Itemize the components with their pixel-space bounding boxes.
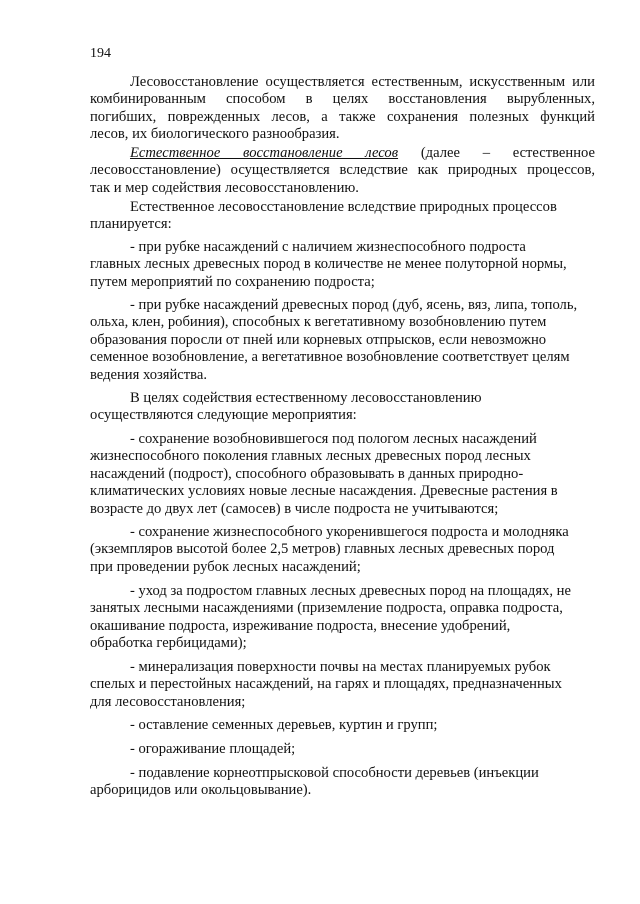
list-item-felling-undergrowth [90,239,595,291]
text-line [90,145,595,162]
text-line: спелых и перестойных насаждений, на гарях и площадях, предназначенных [90,676,562,693]
paragraph-reforestation-methods [90,74,595,144]
text-line: - огораживание площадей; [130,741,296,757]
text-line: (экземпляров высотой более 2,5 метров) главных лесных древесных пород [90,541,555,558]
text-line: Естественное лесовосстановление вследствие природных процессов [130,199,557,215]
text-line: ведения хозяйства. [90,366,207,383]
text-line: ольха, клен, робиния), способных к вегетативному возобновлению путем [90,314,547,331]
text-line: главных лесных древесных пород в количестве не менее полуторной нормы, [90,256,567,273]
list-item-undergrowth-care [90,583,595,653]
text-line: - сохранение жизнеспособного укоренившегося подроста и молодняка [130,524,569,540]
text-line: - при рубке насаждений древесных пород (дуб, ясень, вяз, липа, тополь, [130,297,578,313]
paragraph-assistance-measures [90,390,595,425]
text-line: арборицидов или окольцовывание). [90,782,312,799]
text-line: лесов, их биологического разнообразия. [90,126,340,143]
list-item-root-suppression [90,765,595,800]
text-line: - оставление семенных деревьев, куртин и групп; [130,717,438,733]
text-line: комбинированным способом в целях восстановления вырубленных, [90,91,595,108]
list-item-soil-mineralization [90,659,595,711]
defined-term: Естественное восстановление лесов [130,145,399,161]
list-item-fencing [90,741,595,758]
text-line: - подавление корнеотпрысковой способности деревьев (инъекции [130,765,539,781]
text-line: - при рубке насаждений с наличием жизнеспособного подроста [130,239,526,255]
text-line: при проведении рубок лесных насаждений; [90,558,361,575]
text-line: обработка гербицидами); [90,635,247,652]
text-line: образования поросли от пней или корневых отпрысков, если невозможно [90,331,547,348]
text-line: В целях содействия естественному лесовосстановлению [130,390,482,406]
text-line: окашивание подроста, изреживание подроста, внесение удобрений, [90,617,511,634]
list-item-seed-trees [90,717,595,734]
text-line: занятых лесными насаждениями (приземление подроста, оправка подроста, [90,600,563,617]
paragraph-natural-processes [90,199,595,234]
text-line: жизнеспособного поколения главных лесных древесных пород лесных [90,448,531,465]
text-line: - сохранение возобновившегося под пологом лесных насаждений [130,431,537,447]
list-item-vegetative-renewal [90,297,595,384]
list-item-preserve-undergrowth [90,431,595,518]
text-line: осуществляются следующие мероприятия: [90,407,357,424]
paragraph-natural-restoration [90,145,595,197]
text-fragment: (далее – естественное [420,145,595,161]
text-line: - уход за подростом главных лесных древесных пород на площадях, не [130,583,571,599]
text-line: климатических условиях новые лесные насаждения. Древесные растения в [90,483,558,500]
text-line: насаждений (подрост), способного образовывать в данных природно- [90,465,524,482]
text-line: Лесовосстановление осуществляется естественным, искусственным или [130,74,595,90]
text-line: лесовосстановление) осуществляется вследствие как природных процессов, [90,162,595,179]
list-item-preserve-young-stands [90,524,595,576]
text-line: семенное возобновление, а вегетативное возобновление соответствует целям [90,349,570,366]
text-line: для лесовосстановления; [90,693,246,710]
text-line: - минерализация поверхности почвы на местах планируемых рубок [130,659,551,675]
text-line: путем мероприятий по сохранению подроста; [90,273,375,290]
page-number: 194 [90,46,111,61]
text-line: так и мер содействия лесовосстановлению. [90,179,359,196]
text-line: планируется: [90,216,172,233]
text-line: погибших, поврежденных лесов, а также сохранения полезных функций [90,108,595,125]
text-line: возрасте до двух лет (самосев) в числе подроста не учитываются; [90,500,499,517]
